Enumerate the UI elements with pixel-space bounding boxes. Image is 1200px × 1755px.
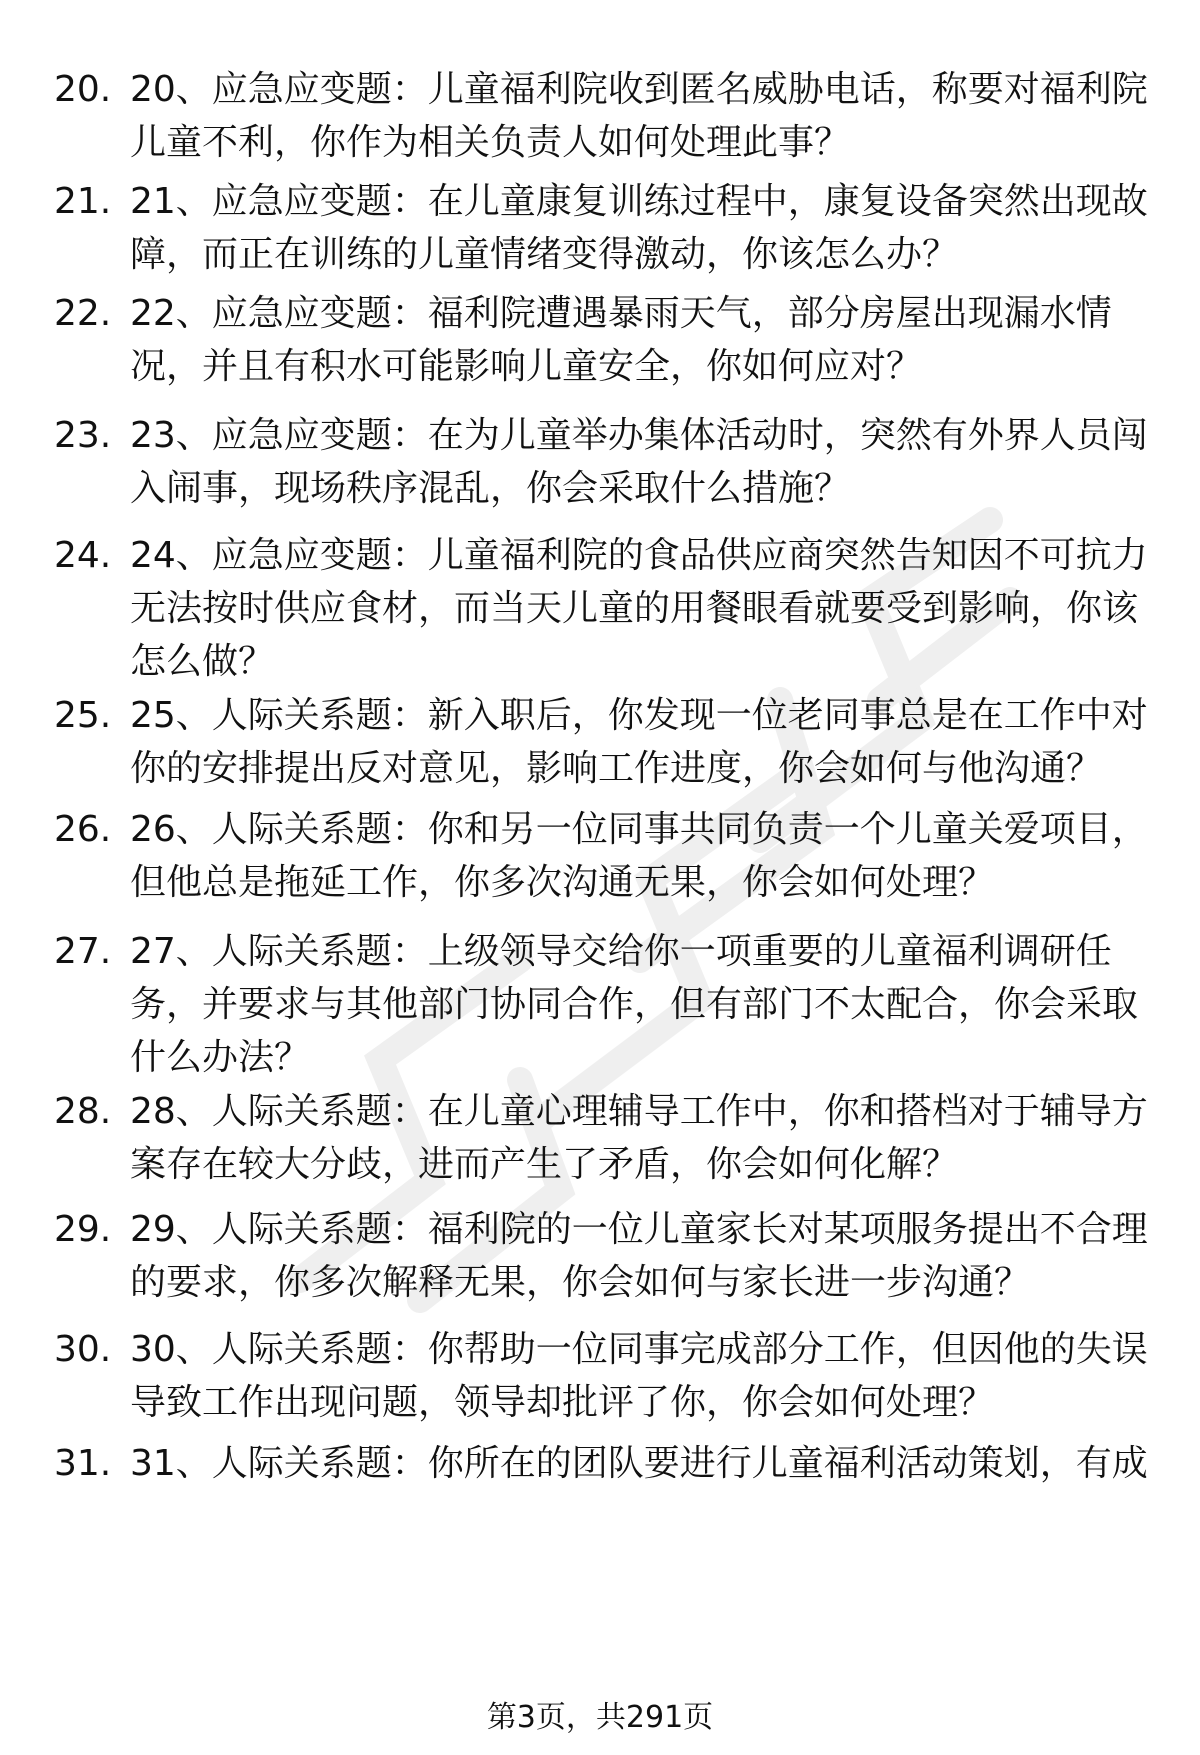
item-text: 27、人际关系题：上级领导交给你一项重要的儿童福利调研任务，并要求与其他部门协同合作，但有部门不太配合，你会采取什么办法？ bbox=[130, 931, 1139, 1078]
list-item bbox=[54, 925, 1154, 1084]
list-item bbox=[54, 1085, 1154, 1191]
item-number: 24. bbox=[54, 535, 112, 576]
list-item bbox=[54, 529, 1154, 688]
list-item bbox=[54, 175, 1154, 281]
item-number: 28. bbox=[54, 1091, 112, 1132]
item-number: 20. bbox=[54, 69, 112, 110]
item-text: 30、人际关系题：你帮助一位同事完成部分工作，但因他的失误导致工作出现问题，领导却批评了你，你会如何处理？ bbox=[130, 1329, 1148, 1423]
item-number: 30. bbox=[54, 1329, 112, 1370]
item-text: 22、应急应变题：福利院遭遇暴雨天气，部分房屋出现漏水情况，并且有积水可能影响儿童安全，你如何应对？ bbox=[130, 293, 1112, 387]
item-number: 27. bbox=[54, 931, 112, 972]
item-text: 23、应急应变题：在为儿童举办集体活动时，突然有外界人员闯入闹事，现场秩序混乱，你会采取什么措施？ bbox=[130, 415, 1148, 509]
list-item bbox=[54, 689, 1154, 795]
list-item bbox=[54, 1203, 1154, 1309]
item-number: 31. bbox=[54, 1443, 112, 1484]
list-item bbox=[54, 63, 1154, 169]
item-text: 24、应急应变题：儿童福利院的食品供应商突然告知因不可抗力无法按时供应食材，而当天儿童的用餐眼看就要受到影响，你该怎么做？ bbox=[130, 535, 1148, 682]
item-number: 22. bbox=[54, 293, 112, 334]
item-text: 21、应急应变题：在儿童康复训练过程中，康复设备突然出现故障，而正在训练的儿童情绪变得激动，你该怎么办？ bbox=[130, 181, 1148, 275]
page-footer: 第3页，共291页 bbox=[486, 1700, 714, 1735]
item-text: 28、人际关系题：在儿童心理辅导工作中，你和搭档对于辅导方案存在较大分歧，进而产生了矛盾，你会如何化解？ bbox=[130, 1091, 1148, 1185]
item-number: 21. bbox=[54, 181, 112, 222]
item-text: 25、人际关系题：新入职后，你发现一位老同事总是在工作中对你的安排提出反对意见，影响工作进度，你会如何与他沟通？ bbox=[130, 695, 1148, 789]
item-number: 25. bbox=[54, 695, 112, 736]
list-item bbox=[54, 1437, 1154, 1490]
item-number: 29. bbox=[54, 1209, 112, 1250]
item-text: 29、人际关系题：福利院的一位儿童家长对某项服务提出不合理的要求，你多次解释无果，你会如何与家长进一步沟通？ bbox=[130, 1209, 1148, 1303]
list-item bbox=[54, 1323, 1154, 1429]
item-text: 26、人际关系题：你和另一位同事共同负责一个儿童关爱项目，但他总是拖延工作，你多次沟通无果，你会如何处理？ bbox=[130, 809, 1148, 903]
item-number: 23. bbox=[54, 415, 112, 456]
list-item bbox=[54, 409, 1154, 515]
item-number: 26. bbox=[54, 809, 112, 850]
item-text: 31、人际关系题：你所在的团队要进行儿童福利活动策划，有成 bbox=[130, 1443, 1148, 1484]
item-text: 20、应急应变题：儿童福利院收到匿名威胁电话，称要对福利院儿童不利，你作为相关负责人如何处理此事？ bbox=[130, 69, 1148, 163]
list-item bbox=[54, 803, 1154, 909]
list-item bbox=[54, 287, 1154, 393]
